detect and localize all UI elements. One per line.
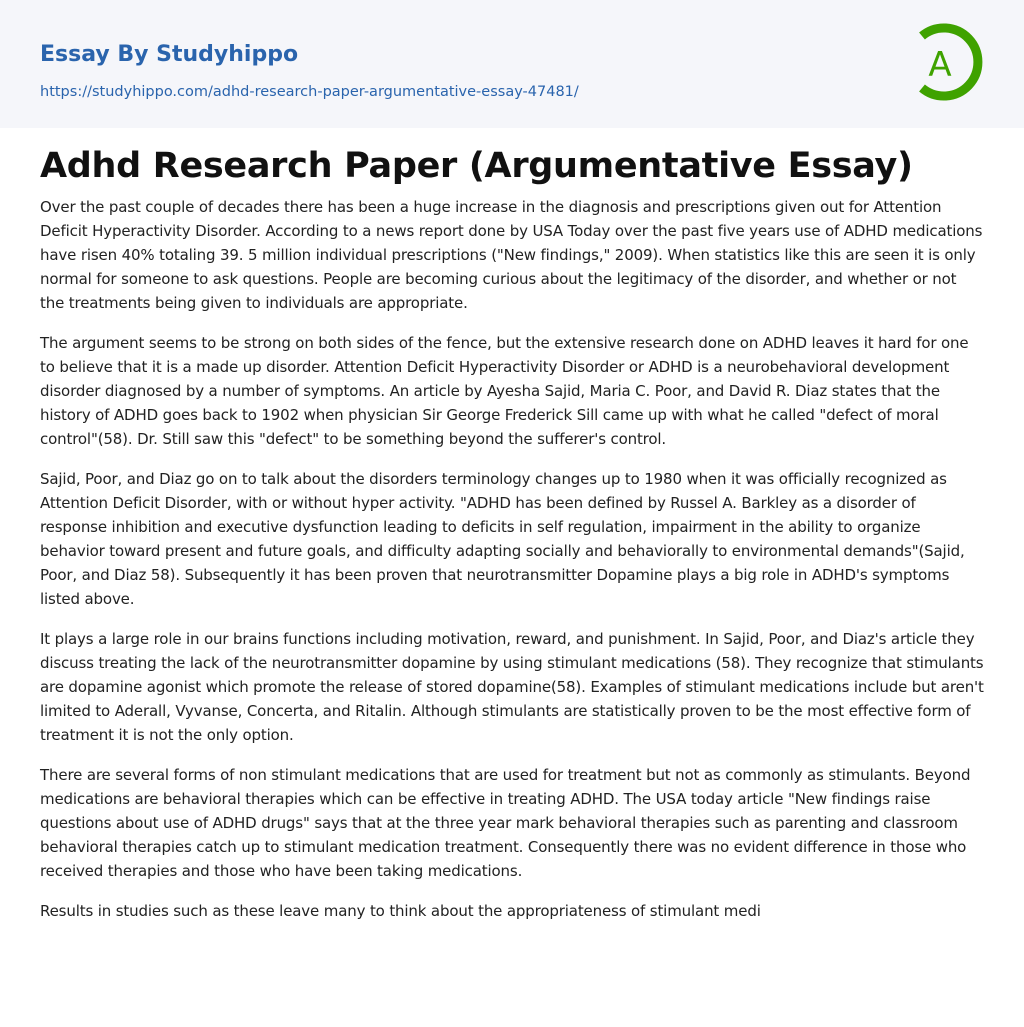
- essay-url-link[interactable]: https://studyhippo.com/adhd-research-paper-argumentative-essay-47481/: [40, 84, 579, 100]
- studyhippo-logo-icon[interactable]: [912, 20, 986, 104]
- paragraph: Results in studies such as these leave many to think about the appropriateness of stimulant medi: [40, 902, 761, 920]
- paragraph: There are several forms of non stimulant medications that are used for treatment but not as commonly as stimulants. Beyond medications are behavioral therapies which can be effective in treating ADHD. The USA today article "New findings raise questions about use of ADHD drugs" says that at the three year mark behavioral therapies such as parenting and classroom behavioral therapies catch up to stimulant medication treatment. Consequently there was no evident difference in those who received therapies and those who have been taking medications.: [40, 766, 971, 880]
- brand-title: Essay By Studyhippo: [40, 42, 299, 67]
- page-title: Adhd Research Paper (Argumentative Essay): [40, 146, 913, 186]
- paragraph: Over the past couple of decades there has been a huge increase in the diagnosis and prescriptions given out for Attention Deficit Hyperactivity Disorder. According to a news report done by USA Today over the past five years use of ADHD medications have risen 40% totaling 39. 5 million individual prescriptions ("New findings," 2009). When statistics like this are seen it is only normal for someone to ask questions. People are becoming curious about the legitimacy of the disorder, and whether or not the treatments being given to individuals are appropriate.: [40, 198, 983, 312]
- essay-body: [40, 195, 985, 939]
- site-header: [0, 0, 1024, 128]
- paragraph: Sajid, Poor, and Diaz go on to talk about the disorders terminology changes up to 1980 when it was officially recognized as Attention Deficit Disorder, with or without hyper activity. "ADHD has been defined by Russel A. Barkley as a disorder of response inhibition and executive dysfunction leading to deficits in self regulation, impairment in the ability to organize behavior toward present and future goals, and difficulty adapting socially and behaviorally to environmental demands"(Sajid, Poor, and Diaz 58). Subsequently it has been proven that neurotransmitter Dopamine plays a big role in ADHD's symptoms listed above.: [40, 470, 965, 608]
- paragraph: It plays a large role in our brains functions including motivation, reward, and punishment. In Sajid, Poor, and Diaz's article they discuss treating the lack of the neurotransmitter dopamine by using stimulant medications (58). They recognize that stimulants are dopamine agonist which promote the release of stored dopamine(58). Examples of stimulant medications include but aren't limited to Aderall, Vyvanse, Concerta, and Ritalin. Although stimulants are statistically proven to be the most effective form of treatment it is not the only option.: [40, 630, 984, 744]
- logo-letter: A: [928, 45, 952, 85]
- paragraph: The argument seems to be strong on both sides of the fence, but the extensive research done on ADHD leaves it hard for one to believe that it is a made up disorder. Attention Deficit Hyperactivity Disorder or ADHD is a neurobehavioral development disorder diagnosed by a number of symptoms. An article by Ayesha Sajid, Maria C. Poor, and David R. Diaz states that the history of ADHD goes back to 1902 when physician Sir George Frederick Sill came up with what he called "defect of moral control"(58). Dr. Still saw this "defect" to be something beyond the sufferer's control.: [40, 334, 969, 448]
